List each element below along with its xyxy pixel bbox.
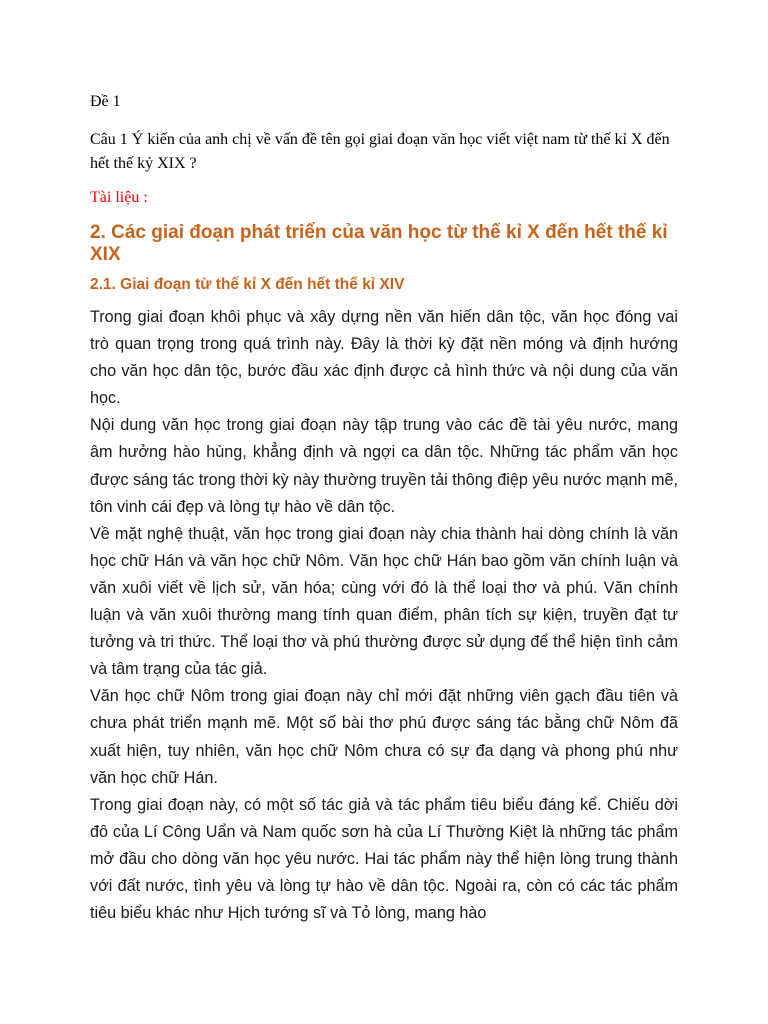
section-heading-2: 2. Các giai đoạn phát triển của văn học từ thế kỉ X đến hết thế kỉ XIX — [90, 222, 668, 265]
exam-title: Đề 1 — [90, 93, 121, 110]
paragraph-1: Trong giai đoạn khôi phục và xây dựng nền văn hiến dân tộc, văn học đóng vai trò quan trọng trong quá trình này. Đây là thời kỳ đặt nền móng và định hướng cho văn học dân tộc, bước đầu xác định được cả hình thức và nội dung của văn học. — [90, 308, 678, 408]
body-content — [90, 304, 678, 927]
question-text: Câu 1 Ý kiến của anh chị về vấn đề tên gọi giai đoạn văn học viết việt nam từ thế kỉ X đến hết thế kỷ XIX ? — [90, 131, 670, 172]
section-heading-2-1: 2.1. Giai đoạn từ thế kỉ X đến hết thế kỉ XIV — [90, 276, 405, 293]
paragraph-3: Về mặt nghệ thuật, văn học trong giai đoạn này chia thành hai dòng chính là văn học chữ Hán và văn học chữ Nôm. Văn học chữ Hán bao gồm văn chính luận và văn xuôi viết về lịch sử, văn hóa; cùng với đó là thể loại thơ và phú. Văn chính luận và văn xuôi thường mang tính quan điểm, phân tích sự kiện, truyền đạt tư tưởng và tri thức. Thể loại thơ và phú thường được sử dụng để thể hiện tình cảm và tâm trạng của tác giả. — [90, 524, 678, 679]
paragraph-2: Nội dung văn học trong giai đoạn này tập trung vào các đề tài yêu nước, mang âm hưởng hào hùng, khẳng định và ngợi ca dân tộc. Những tác phẩm văn học được sáng tác trong thời kỳ này thường truyền tải thông điệp yêu nước mạnh mẽ, tôn vinh cái đẹp và lòng tự hào về dân tộc. — [90, 416, 678, 516]
reference-label: Tài liệu : — [90, 189, 148, 206]
paragraph-4: Văn học chữ Nôm trong giai đoạn này chỉ mới đặt những viên gạch đầu tiên và chưa phát triển mạnh mẽ. Một số bài thơ phú được sáng tác bằng chữ Nôm đã xuất hiện, tuy nhiên, văn học chữ Nôm chưa có sự đa dạng và phong phú như văn học chữ Hán. — [90, 687, 678, 787]
paragraph-5: Trong giai đoạn này, có một số tác giả và tác phẩm tiêu biểu đáng kể. Chiếu dời đô của Lí Công Uẩn và Nam quốc sơn hà của Lí Thường Kiệt là những tác phẩm mở đầu cho dòng văn học yêu nước. Hai tác phẩm này thể hiện lòng trung thành với đất nước, tình yêu và lòng tự hào về dân tộc. Ngoài ra, còn có các tác phẩm tiêu biểu khác như Hịch tướng sĩ và Tỏ lòng, mang hào — [90, 795, 678, 923]
